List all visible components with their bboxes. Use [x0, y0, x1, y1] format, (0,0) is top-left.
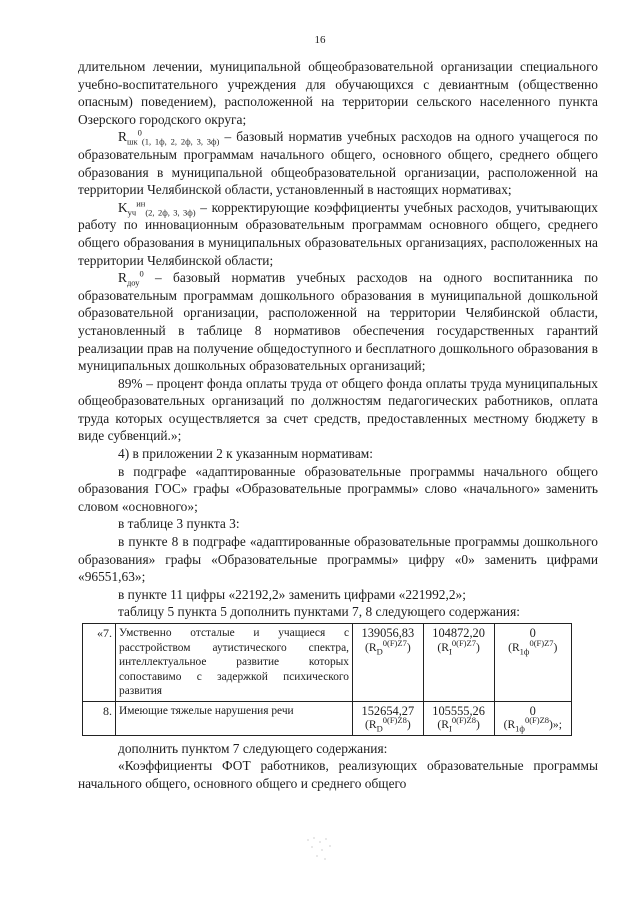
formula-r-dou: $R_{доу}^0$: [118, 268, 144, 288]
coefficients-table: [82, 623, 572, 736]
table-row: [83, 701, 572, 735]
value-cell: 0 $(R_{1ф}^{0(F)Z7})$: [494, 624, 572, 702]
row-number: «7.: [83, 624, 116, 702]
paragraph-appendix-2: 4) в приложении 2 к указанным нормативам:: [118, 446, 373, 462]
value-cell: 104872,20 $(R_I^{0(F)Z7})$: [423, 624, 494, 702]
paragraph-k-uch: $K_{уч}^{ин}_{(2, 2ф, 3, 3ф)}$ – корректирующие коэффициенты учебных расходов, учитывающих работу по инновационным образовательным программам основного общего, среднего общего образования в муниципальных образовательных организациях, расположенных на территории Челябинской области;: [78, 198, 598, 268]
value-cell: 0 $(R_{1ф}^{0(F)Z8})$»;: [494, 701, 572, 735]
paragraph-add-point-7: дополнить пунктом 7 следующего содержания:: [118, 740, 388, 756]
value-cell: 105555,26 $(R_I^{0(F)Z8})$: [423, 701, 494, 735]
value-cell: 139056,83 $(R_D^{0(F)Z7})$: [353, 624, 424, 702]
row-number: 8.: [83, 701, 116, 735]
paragraph-continuation: длительном лечении, муниципальной общеобразовательной организации специального учебно-воспитательного учреждения для обучающихся с девиантным (общественно опасным) поведением), расположенной на территории сельского населенного пункта Озерского городского округа;: [78, 59, 598, 127]
row-description: Умственно отсталые и учащиеся с расстройством аутистического спектра, интеллектуальное развитие которых сопоставимо с задержкой психического развития: [116, 624, 353, 702]
row-description: Имеющие тяжелые нарушения речи: [116, 701, 353, 735]
page-number: 16: [314, 34, 326, 46]
formula-k-uch: $K_{уч}^{ин}_{(2, 2ф, 3, 3ф)}$: [118, 198, 196, 218]
document-body: [78, 58, 598, 792]
value-cell: 152654,27 $(R_D^{0(F)Z8})$: [353, 701, 424, 735]
formula-r-shk: $R_{шк}^0_{(1, 1ф, 2, 2ф, 3, 3ф)}$: [118, 127, 220, 148]
paragraph-point-11: в пункте 11 цифры «22192,2» заменить цифрами «221992,2»;: [118, 586, 466, 602]
table-row: [83, 624, 572, 702]
paragraph-fot-percent: 89% – процент фонда оплаты труда от общего фонда оплаты труда муниципальных общеобразовательных организаций по должностям педагогических работников, оплата труда которых осуществляется за счет средств, предоставленных местному бюджету в виде субвенций.»;: [78, 375, 598, 444]
paragraph-r-shk: $R_{шк}^0_{(1, 1ф, 2, 2ф, 3, 3ф)}$ – базовый норматив учебных расходов на одного учащегося по образовательным программам начального общего, основного общего, среднего общего образования в муниципальной общеобразовательной организации, расположенной на территории Челябинской области, установленный в настоящих нормативах;: [78, 127, 598, 198]
paragraph-fot-coefficients: «Коэффициенты ФОТ работников, реализующих образовательные программы начального общего, основного общего и среднего общего: [78, 758, 598, 791]
paragraph-subgraph-gos: в подграфе «адаптированные образовательные программы начального общего образования ГОС» графы «Образовательные программы» слово «начального» заменить словом «основного»;: [78, 463, 598, 514]
paragraph-r-dou: $R_{доу}^0$ – базовый норматив учебных расходов на одного воспитанника по образовательным программам дошкольного образования в муниципальной дошкольной образовательной организации, расположенной на территории Челябинской области, установленный в таблице 8 нормативов обеспечения государственных гарантий реализации прав на получение общедоступного и бесплатного дошкольного образования в муниципальных дошкольных образовательных организаций;: [78, 268, 598, 374]
paragraph-point-8: в пункте 8 в подграфе «адаптированные образовательные программы дошкольного образования» графы «Образовательные программы» цифру «0» заменить цифрами «96551,63»;: [78, 534, 598, 585]
paragraph-table-3: в таблице 3 пункта 3:: [118, 516, 240, 532]
faint-stamp-mark: [300, 832, 340, 866]
paragraph-table-5: таблицу 5 пункта 5 дополнить пунктами 7, 8 следующего содержания:: [118, 604, 520, 620]
